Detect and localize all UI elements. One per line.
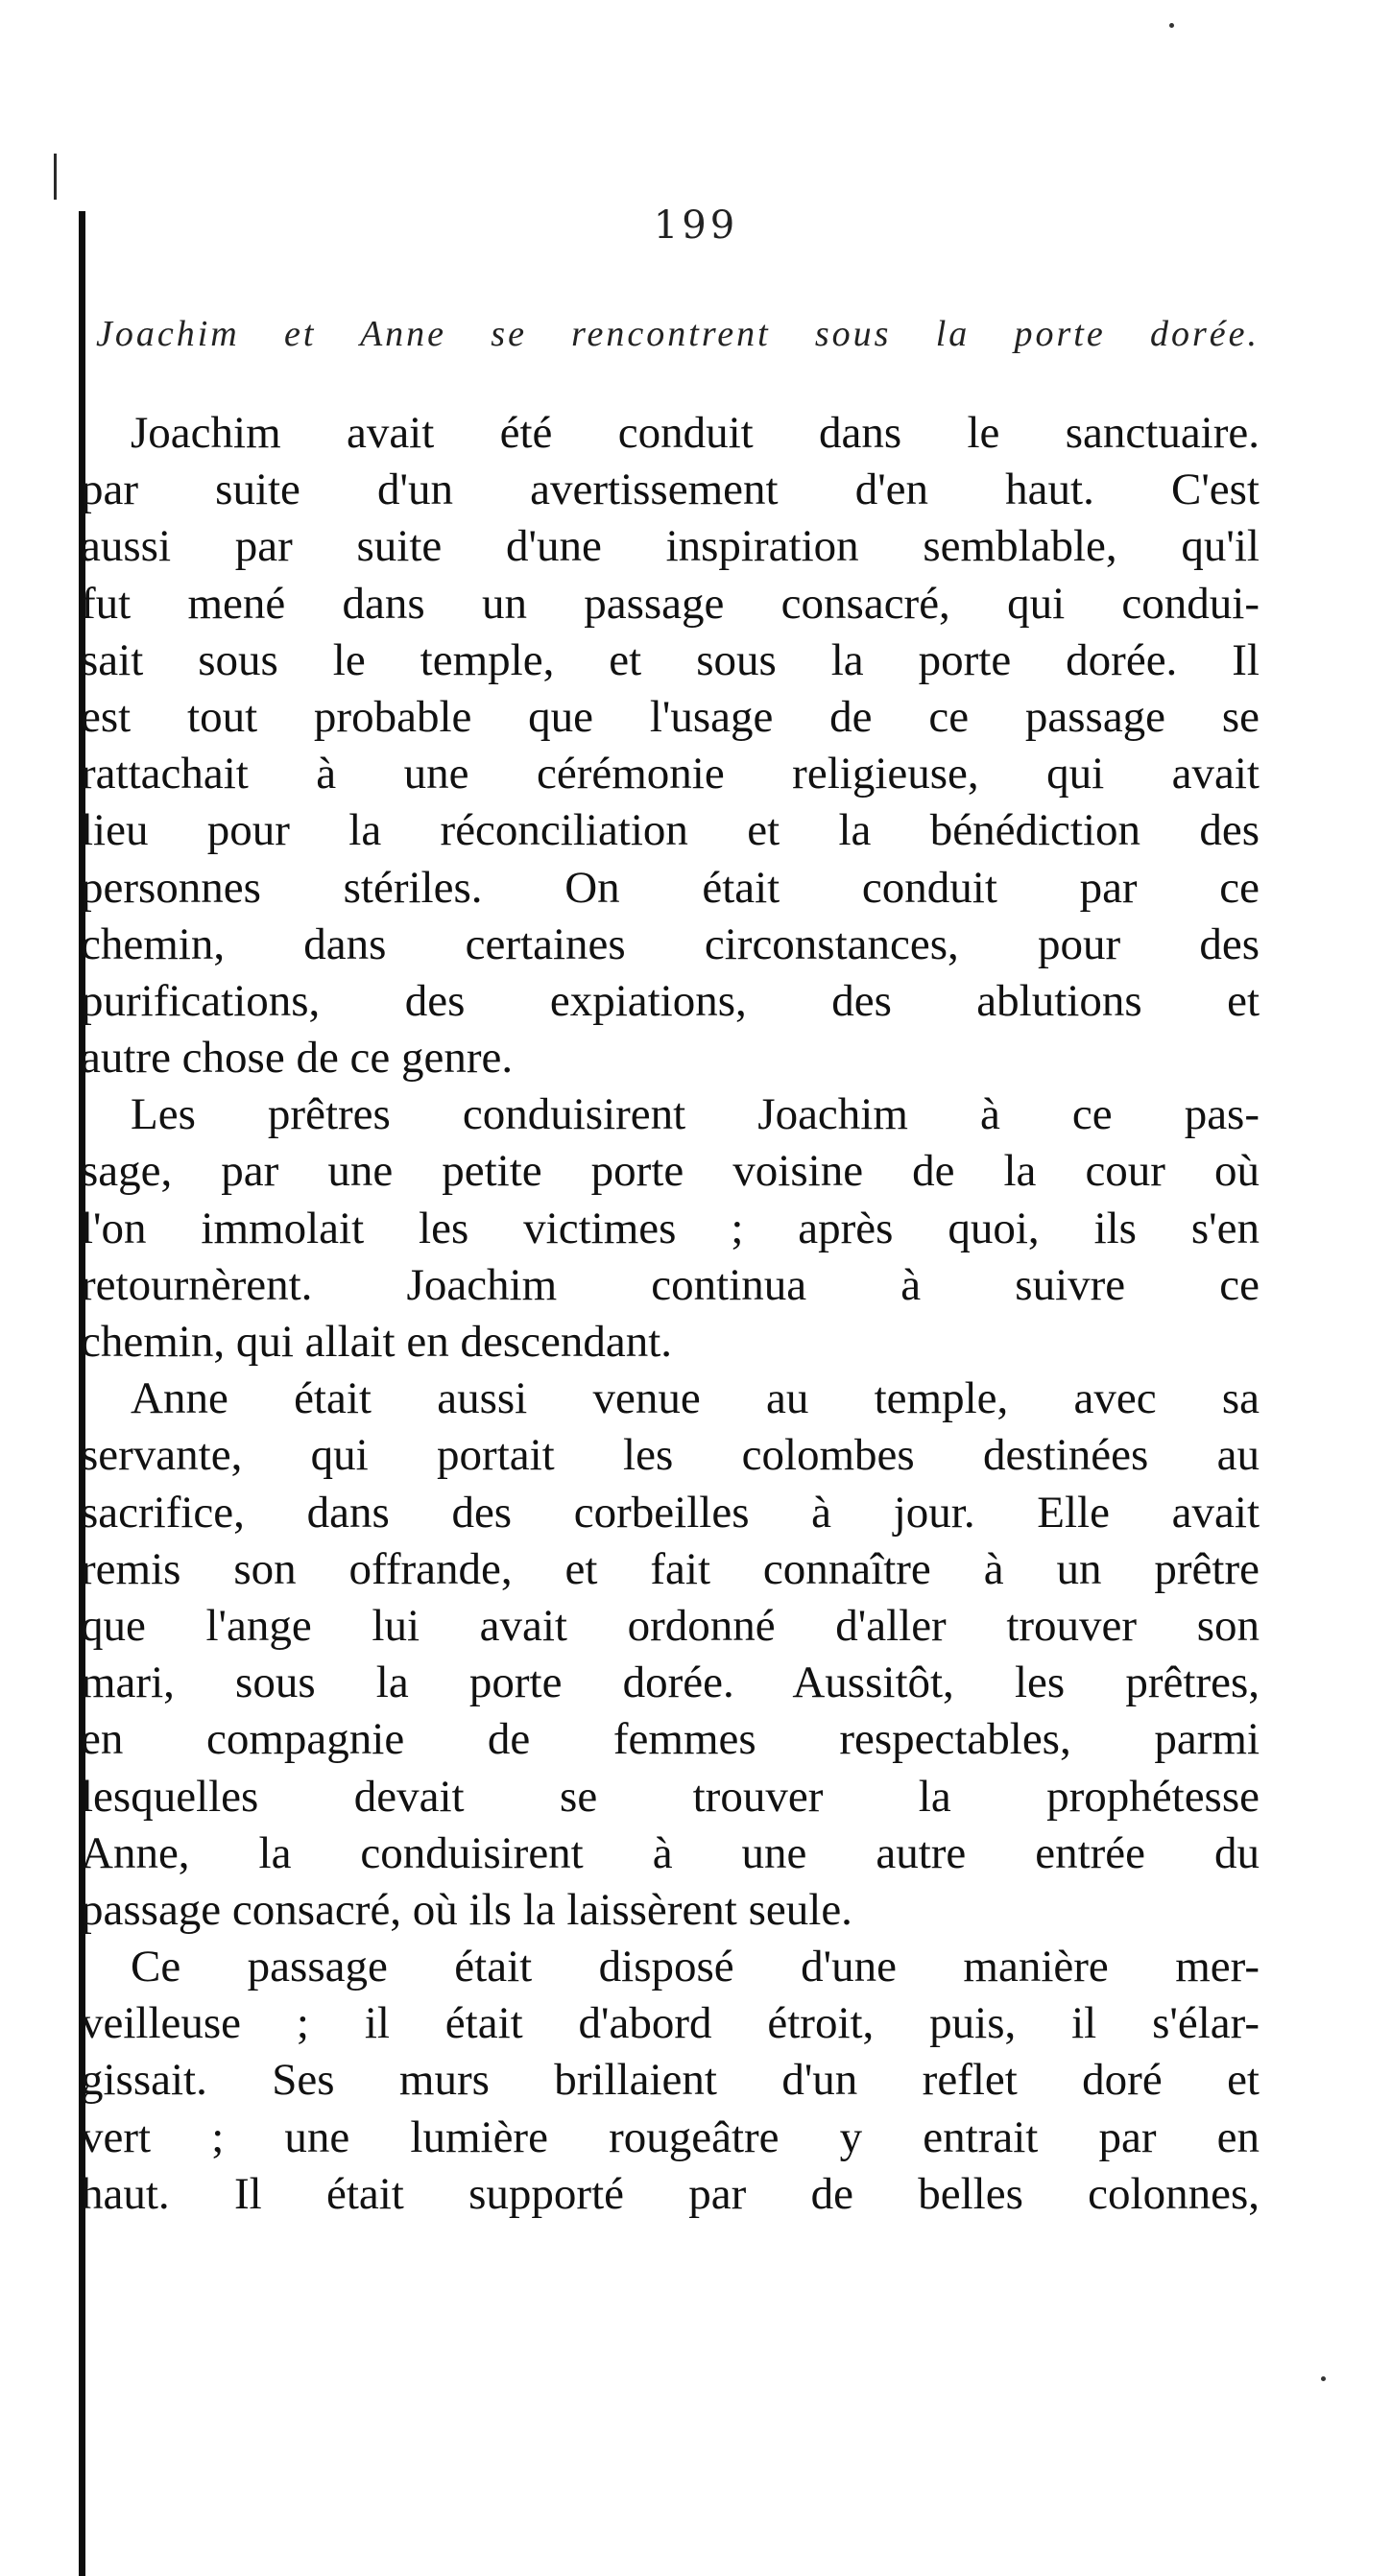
text-line: retournèrent. Joachim continua à suivre ce xyxy=(81,1259,1260,1310)
chapter-heading: Joachim et Anne se rencontrent sous la porte dorée. xyxy=(96,314,1260,354)
text-line: mari, sous la porte dorée. Aussitôt, les prêtres, xyxy=(81,1658,1260,1708)
binding-mark xyxy=(54,154,57,200)
page-number: 199 xyxy=(653,203,739,248)
paragraph xyxy=(81,1371,1260,1939)
text-line: Anne, la conduisirent à une autre entrée du xyxy=(81,1827,1260,1878)
text-line: rattachait à une cérémonie religieuse, qui avait xyxy=(81,749,1260,799)
text-line: autre chose de ce genre. xyxy=(81,1033,514,1084)
body-text xyxy=(81,405,1260,2223)
text-line: que l'ange lui avait ordonné d'aller trouver son xyxy=(81,1600,1260,1651)
text-line: aussi par suite d'une inspiration semblable, qu'il xyxy=(81,521,1260,572)
text-line: Les prêtres conduisirent Joachim à ce pas- xyxy=(131,1089,1260,1140)
text-line: est tout probable que l'usage de ce passage se xyxy=(81,691,1260,742)
paragraph xyxy=(81,1086,1260,1371)
text-line: chemin, qui allait en descendant. xyxy=(81,1317,673,1367)
text-line: fut mené dans un passage consacré, qui condui- xyxy=(81,578,1260,629)
text-line: remis son offrande, et fait connaître à un prêtre xyxy=(81,1543,1260,1594)
text-line: Anne était aussi venue au temple, avec sa xyxy=(131,1373,1260,1424)
text-line: servante, qui portait les colombes destinées au xyxy=(81,1430,1260,1481)
text-line: Joachim avait été conduit dans le sanctuaire. xyxy=(131,408,1260,458)
text-line: vert ; une lumière rougeâtre y entrait par en xyxy=(81,2111,1260,2162)
text-line: sage, par une petite porte voisine de la cour où xyxy=(81,1146,1260,1197)
scan-speck xyxy=(1169,23,1174,28)
text-line: sacrifice, dans des corbeilles à jour. Elle avait xyxy=(81,1487,1260,1538)
text-line: Ce passage était disposé d'une manière mer- xyxy=(131,1942,1260,1992)
text-line: chemin, dans certaines circonstances, pour des xyxy=(81,918,1260,969)
text-line: sait sous le temple, et sous la porte dorée. Il xyxy=(81,634,1260,685)
text-line: gissait. Ses murs brillaient d'un reflet doré et xyxy=(81,2055,1260,2106)
text-line: passage consacré, où ils la laissèrent seule. xyxy=(81,1884,852,1935)
paragraph xyxy=(81,405,1260,1086)
text-line: lesquelles devait se trouver la prophétesse xyxy=(81,1771,1260,1822)
text-line: l'on immolait les victimes ; après quoi, ils s'en xyxy=(81,1203,1260,1253)
text-line: lieu pour la réconciliation et la bénédiction des xyxy=(81,805,1260,856)
text-line: en compagnie de femmes respectables, parmi xyxy=(81,1714,1260,1765)
text-line: purifications, des expiations, des ablutions et xyxy=(81,975,1260,1026)
text-line: par suite d'un avertissement d'en haut. C'est xyxy=(81,465,1260,515)
paragraph xyxy=(81,1939,1260,2223)
text-line: veilleuse ; il était d'abord étroit, puis, il s'élar- xyxy=(81,1998,1260,2049)
text-line: haut. Il était supporté par de belles colonnes, xyxy=(81,2168,1260,2219)
scan-speck xyxy=(1321,2376,1326,2381)
text-line: personnes stériles. On était conduit par ce xyxy=(81,862,1260,913)
